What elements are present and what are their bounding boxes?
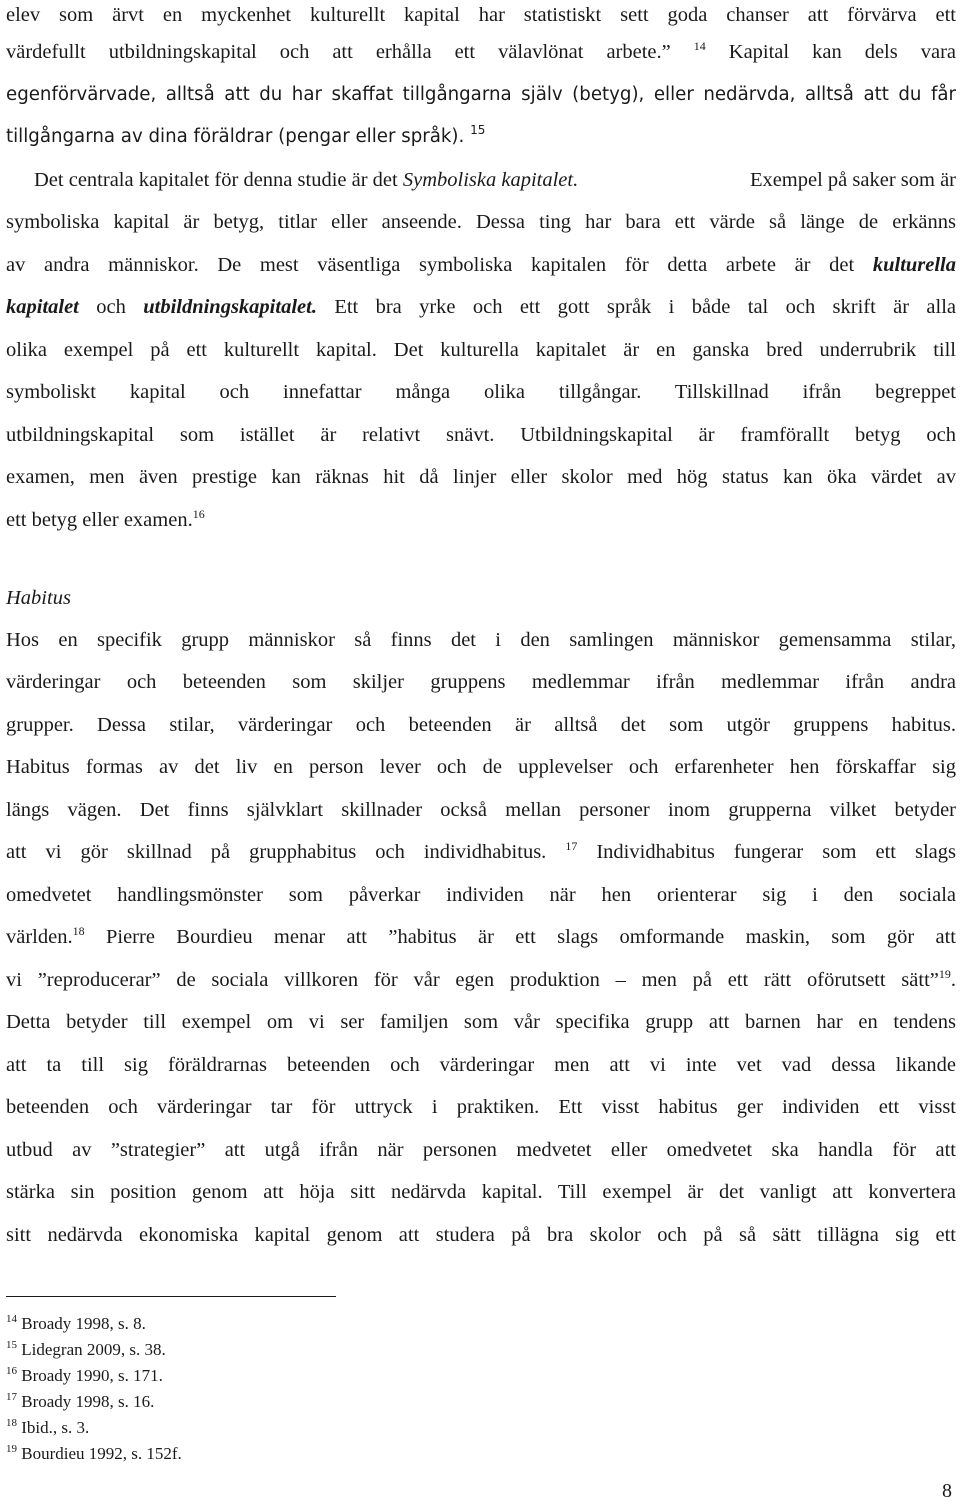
text-span: Hos en specifik grupp människor så finns det i den samlingen människor gemensamma stilar, bbox=[6, 629, 956, 651]
body-text-line bbox=[6, 1092, 956, 1122]
bold-term: kapitalet bbox=[6, 296, 79, 318]
footnote-number: 17 bbox=[6, 1391, 17, 1403]
footnote-text: Broady 1998, s. 8. bbox=[21, 1314, 146, 1333]
emphasis-text: Symboliska kapitalet. bbox=[402, 169, 579, 191]
text-span: av andra människor. De mest väsentliga symboliska kapitalen för detta arbete är det bbox=[6, 254, 855, 276]
page-number: 8 bbox=[942, 1480, 952, 1502]
text-span: sitt nedärvda ekonomiska kapital genom att studera på bra skolor och på så sätt tillägna sig ett bbox=[6, 1224, 956, 1246]
body-text-line bbox=[6, 922, 956, 952]
footnote bbox=[6, 1312, 146, 1336]
footnote bbox=[6, 1390, 154, 1414]
body-text-line bbox=[6, 207, 956, 237]
body-text-line bbox=[6, 880, 956, 910]
body-text-line bbox=[6, 1220, 956, 1250]
body-text-line bbox=[6, 667, 956, 697]
body-text-line bbox=[6, 335, 956, 365]
footnote-ref[interactable]: 17 bbox=[565, 839, 578, 853]
body-text-line bbox=[6, 1177, 956, 1207]
text-span: och bbox=[96, 296, 126, 318]
text-span: Det centrala kapitalet för denna studie är det bbox=[34, 169, 398, 191]
footnote bbox=[6, 1364, 163, 1388]
text-span: att vi gör skillnad på grupphabitus och individhabitus. bbox=[6, 841, 547, 863]
body-text-line bbox=[6, 505, 956, 535]
footnote-ref[interactable]: 18 bbox=[72, 924, 85, 938]
text-span: värderingar och beteenden som skiljer gruppens medlemmar ifrån medlemmar ifrån andra bbox=[6, 671, 956, 693]
footnote-number: 14 bbox=[6, 1313, 17, 1325]
text-span: utbildningskapital som istället är relativt snävt. Utbildningskapital är framförallt betyg och bbox=[6, 424, 956, 446]
footnote-ref[interactable]: 16 bbox=[192, 507, 205, 521]
footnote-text: Broady 1990, s. 171. bbox=[21, 1366, 163, 1385]
bold-term: utbildningskapitalet. bbox=[143, 296, 317, 318]
text-span: olika exempel på ett kulturellt kapital. Det kulturella kapitalet är en ganska bred underrubrik till bbox=[6, 339, 956, 361]
text-span: Kapital kan dels vara bbox=[728, 41, 956, 63]
footnote bbox=[6, 1338, 166, 1362]
body-text-line bbox=[6, 80, 956, 110]
text-span: världen. bbox=[6, 926, 73, 948]
body-text-line bbox=[6, 250, 956, 280]
text-span: tillgångarna av dina föräldrar (pengar eller språk). bbox=[6, 126, 465, 147]
footnote-number: 18 bbox=[6, 1417, 17, 1429]
text-span: att ta till sig föräldrarnas beteenden och värderingar men att vi inte vet vad dessa likande bbox=[6, 1054, 956, 1076]
body-text-line bbox=[6, 837, 956, 867]
footnote-ref[interactable]: 19 bbox=[938, 967, 951, 981]
text-span: beteenden och värderingar tar för uttryck i praktiken. Ett visst habitus ger individen ett visst bbox=[6, 1096, 956, 1118]
body-text-line bbox=[6, 1135, 956, 1165]
text-span: längs vägen. Det finns självklart skillnader också mellan personer inom grupperna vilket betyder bbox=[6, 799, 956, 821]
body-text-line bbox=[6, 462, 956, 492]
section-heading: Habitus bbox=[6, 587, 71, 609]
text-span: vi ”reproducerar” de sociala villkoren för vår egen produktion – men på ett rätt oförutsett sätt” bbox=[6, 969, 939, 991]
body-text-line bbox=[6, 37, 956, 67]
footnote-separator bbox=[6, 1296, 336, 1297]
text-span: symboliska kapital är betyg, titlar eller anseende. Dessa ting har bara ett värde så länge de erkänns bbox=[6, 211, 956, 233]
text-span: Ett bra yrke och ett gott språk i både tal och skrift är alla bbox=[334, 296, 957, 318]
footnote-number: 15 bbox=[6, 1339, 17, 1351]
body-text-line bbox=[6, 965, 956, 995]
text-span: stärka sin position genom att höja sitt nedärvda kapital. Till exempel är det vanligt att konvertera bbox=[6, 1181, 956, 1203]
footnote-text: Ibid., s. 3. bbox=[21, 1418, 90, 1437]
text-span: grupper. Dessa stilar, värderingar och beteenden är alltså det som utgör gruppens habitus. bbox=[6, 714, 956, 736]
body-text-line bbox=[6, 122, 956, 152]
body-text-line bbox=[6, 710, 956, 740]
footnote-ref[interactable]: 15 bbox=[470, 123, 486, 137]
body-text-line bbox=[6, 1007, 956, 1037]
text-span: Detta betyder till exempel om vi ser familjen som vår specifika grupp att barnen har en tendens bbox=[6, 1011, 956, 1033]
bold-term: kulturella bbox=[872, 254, 957, 276]
body-text-line bbox=[6, 752, 956, 782]
text-span: egenförvärvade, alltså att du har skaffat tillgångarna själv (betyg), eller nedärvda, alltså att du får bbox=[6, 84, 956, 105]
text-span: ett betyg eller examen. bbox=[6, 509, 193, 531]
text-span: värdefullt utbildningskapital och att erhålla ett välavlönat arbete.” bbox=[6, 41, 671, 63]
text-span: utbud av ”strategier” att utgå ifrån när personen medvetet eller omedvetet ska handla för att bbox=[6, 1139, 956, 1161]
body-text-line bbox=[6, 795, 956, 825]
text-span: omedvetet handlingsmönster som påverkar individen när hen orienterar sig i den sociala bbox=[6, 884, 956, 906]
body-text-line bbox=[6, 420, 956, 450]
body-text-line bbox=[34, 165, 956, 195]
text-span: symboliskt kapital och innefattar många olika tillgångar. Tillskillnad ifrån begreppet bbox=[6, 381, 956, 403]
body-text-line bbox=[6, 0, 956, 30]
body-text-line bbox=[6, 292, 956, 322]
body-text-line bbox=[6, 625, 956, 655]
text-span: elev som ärvt en myckenhet kulturellt kapital har statistiskt sett goda chanser att förvärva ett bbox=[6, 4, 956, 26]
body-text-line bbox=[6, 377, 956, 407]
footnote-text: Broady 1998, s. 16. bbox=[21, 1392, 155, 1411]
text-span: examen, men även prestige kan räknas hit då linjer eller skolor med hög status kan öka värdet av bbox=[6, 466, 956, 488]
text-span: Individhabitus fungerar som ett slags bbox=[596, 841, 956, 863]
text-span: Exempel på saker som är bbox=[749, 169, 956, 191]
footnote-number: 19 bbox=[6, 1443, 17, 1455]
footnote-text: Lidegran 2009, s. 38. bbox=[21, 1340, 166, 1359]
footnote bbox=[6, 1416, 89, 1440]
footnote-ref[interactable]: 14 bbox=[693, 39, 706, 53]
footnote bbox=[6, 1442, 182, 1466]
footnote-number: 16 bbox=[6, 1365, 17, 1377]
footnote-text: Bourdieu 1992, s. 152f. bbox=[21, 1444, 182, 1463]
body-text-line bbox=[6, 1050, 956, 1080]
text-span: Habitus formas av det liv en person lever och de upplevelser och erfarenheter hen förskaffar sig bbox=[6, 756, 956, 778]
text-span: Pierre Bourdieu menar att ”habitus är ett slags omformande maskin, som gör att bbox=[105, 926, 956, 948]
text-span: . bbox=[950, 969, 956, 991]
